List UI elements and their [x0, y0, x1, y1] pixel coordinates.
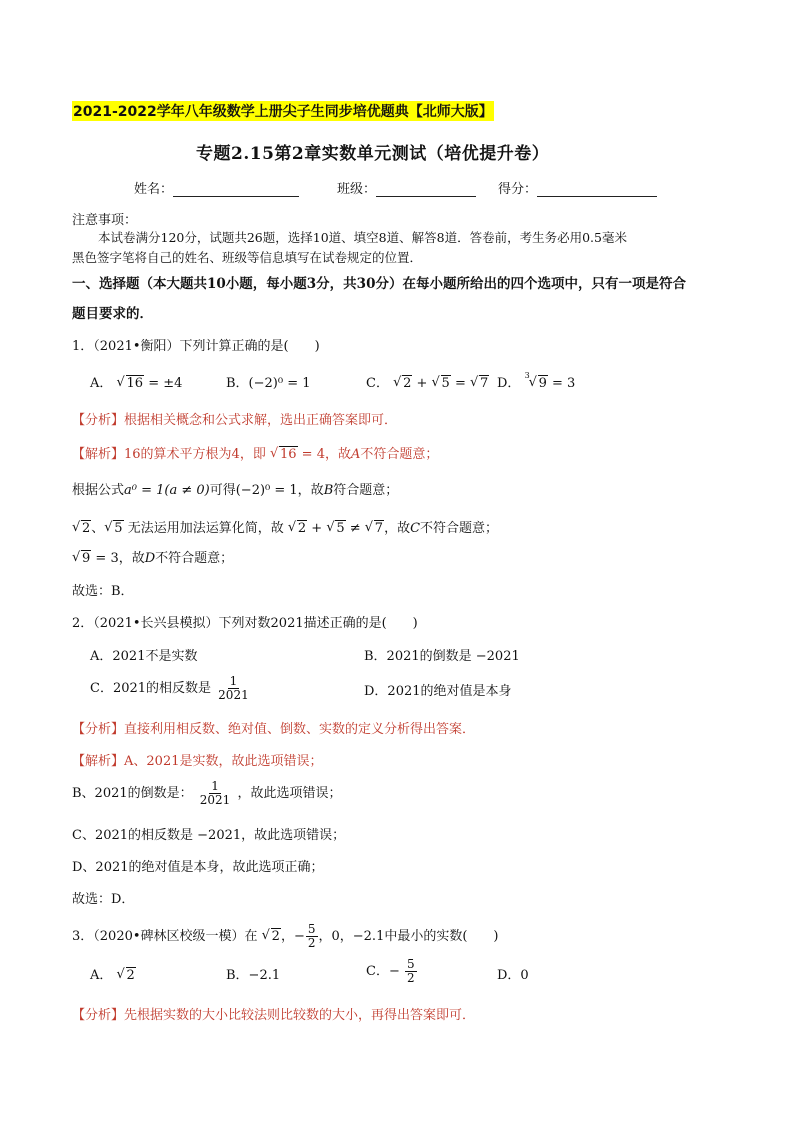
q2-option-b: B．2021的倒数是 −2021	[364, 649, 520, 664]
q1-option-d: D． 3 √ 9 = 3	[497, 371, 576, 391]
fraction: $\frac{1}{2021}$	[218, 674, 249, 702]
q1-solution-line-3: √ 2、 √ 5 无法运用加法运算化简，故 √ 2 + √ 5 ≠ √ 7，故C不符合题意；	[72, 520, 499, 536]
class-blank[interactable]	[376, 182, 476, 197]
notes-text-2: 黑色签字笔将自己的姓名、班级等信息填写在试卷规定的位置．	[72, 250, 423, 265]
class-label: 班级：	[337, 182, 377, 197]
score-label: 得分：	[498, 182, 538, 197]
name-field	[134, 178, 299, 197]
q2-solution-line-1: 【解析】A、2021是实数，故此选项错误；	[72, 754, 323, 769]
sqrt-symbol: √ 16	[116, 375, 144, 391]
q2-solution-line-3: C、2021的相反数是 −2021，故此选项错误；	[72, 828, 346, 843]
q3-option-b: B．−2.1	[226, 968, 281, 983]
score-field	[498, 178, 657, 197]
score-blank[interactable]	[537, 182, 657, 197]
q1-answer: 故选：B．	[72, 584, 134, 599]
q1-solution-line-1: 【解析】16的算术平方根为4，即 √ 16 = 4，故A不符合题意；	[72, 446, 439, 462]
notes-text-1: 本试卷满分120分，试题共26题，选择10道、填空8道、解答8道．答卷前，考生务必用0.5毫米	[98, 230, 627, 245]
page-title: 专题2.15第2章实数单元测试（培优提升卷）	[196, 144, 550, 164]
name-blank[interactable]	[173, 182, 299, 197]
q2-analysis: 【分析】直接利用相反数、绝对值、倒数、实数的定义分析得出答案．	[72, 722, 476, 737]
q3-option-d: D．0	[497, 968, 529, 983]
q2-option-d: D．2021的绝对值是本身	[364, 684, 512, 699]
q3-option-a: A． √ 2	[90, 967, 135, 983]
q1-stem: 1．（2021•衡阳）下列计算正确的是( )	[72, 339, 320, 354]
q2-solution-line-4: D、2021的绝对值是本身，故此选项正确；	[72, 860, 324, 875]
q1-solution-line-2: 根据公式a⁰ = 1(a ≠ 0)可得(−2)⁰ = 1，故B符合题意；	[72, 483, 399, 498]
section-heading-1: 一、选择题（本大题共10小题，每小题3分，共30分）在每小题所给出的四个选项中，只有一项是符合	[72, 276, 686, 292]
q1-option-b: B．(−2)⁰ = 1	[226, 376, 311, 391]
header-banner: 2021-2022学年八年级数学上册尖子生同步培优题典【北师大版】	[72, 101, 494, 121]
q2-option-c: C．2021的相反数是 $\frac{1}{2021}$	[90, 674, 249, 702]
q2-solution-line-2: B、2021的倒数是： $\frac{1}{2021}$ ，故此选项错误；	[72, 779, 342, 807]
q3-analysis: 【分析】先根据实数的大小比较法则比较数的大小，再得出答案即可．	[72, 1008, 476, 1023]
notes-heading: 注意事项：	[72, 213, 138, 228]
name-label: 姓名：	[134, 182, 174, 197]
q3-stem: 3．（2020•碑林区校级一模）在 √ 2，− $\frac{5}{2}$ ，0，−2.1中最小的实数( )	[72, 922, 499, 950]
q2-answer: 故选：D．	[72, 892, 135, 907]
q1-option-c: C． √ 2 + √ 5 = √ 7	[366, 375, 489, 391]
class-field	[337, 178, 476, 197]
q1-analysis: 【分析】根据相关概念和公式求解，选出正确答案即可．	[72, 413, 398, 428]
q3-option-c: C．− $\frac{5}{2}$	[366, 957, 415, 985]
section-heading-2: 题目要求的．	[72, 306, 153, 322]
q2-stem: 2．（2021•长兴县模拟）下列对数2021描述正确的是( )	[72, 616, 418, 631]
q2-option-a: A．2021不是实数	[90, 649, 198, 664]
q1-option-a: A． √ 16 = ±4	[90, 375, 183, 391]
q1-solution-line-4: √ 9 = 3，故D不符合题意；	[72, 550, 234, 566]
